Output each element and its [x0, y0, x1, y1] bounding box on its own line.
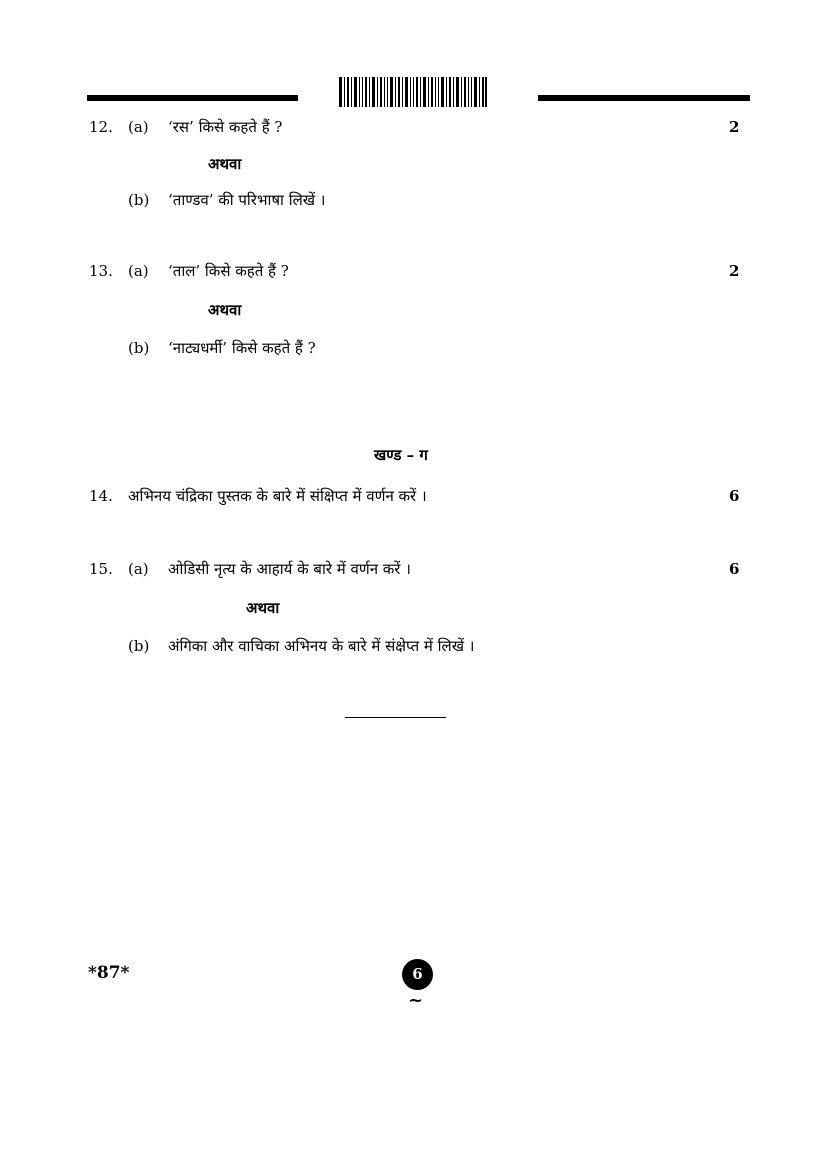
marks: 6 — [729, 487, 740, 505]
question-text: ‘रस’ किसे कहते हैं ? — [168, 118, 283, 136]
question-text: ‘ताल’ किसे कहते हैं ? — [168, 262, 289, 280]
question-text: अभिनय चंद्रिका पुस्तक के बारे में संक्षिप्त में वर्णन करें । — [128, 487, 427, 505]
question-number: 14. — [89, 487, 113, 505]
question-text: ‘ताण्डव’ की परिभाषा लिखें । — [168, 191, 326, 209]
or-label: अथवा — [208, 155, 242, 173]
page-number: 6 — [402, 959, 433, 990]
part-label: (a) — [128, 262, 149, 280]
question-number: 12. — [89, 118, 113, 136]
marks: 6 — [729, 560, 740, 578]
part-label: (a) — [128, 118, 149, 136]
marks: 2 — [729, 262, 740, 280]
marks: 2 — [729, 118, 740, 136]
or-label: अथवा — [246, 599, 280, 617]
barcode-icon — [339, 77, 487, 107]
paper-code: *87* — [88, 963, 130, 983]
part-label: (b) — [128, 637, 150, 655]
question-number: 15. — [89, 560, 113, 578]
question-text: ‘नाट्यधर्मी’ किसे कहते हैं ? — [168, 339, 316, 357]
question-text: ओडिसी नृत्य के आहार्य के बारे में वर्णन करें । — [168, 560, 411, 578]
question-number: 13. — [89, 262, 113, 280]
question-text: अंगिका और वाचिका अभिनय के बारे में संक्षेप्त में लिखें । — [168, 637, 475, 655]
section-title: खण्ड – ग — [374, 446, 428, 464]
part-label: (b) — [128, 191, 150, 209]
or-label: अथवा — [208, 301, 242, 319]
header-rule-left — [87, 95, 298, 101]
header-rule-right — [538, 95, 750, 101]
end-rule — [345, 717, 446, 718]
part-label: (b) — [128, 339, 150, 357]
tilde-mark: ~ — [408, 990, 424, 1011]
part-label: (a) — [128, 560, 149, 578]
